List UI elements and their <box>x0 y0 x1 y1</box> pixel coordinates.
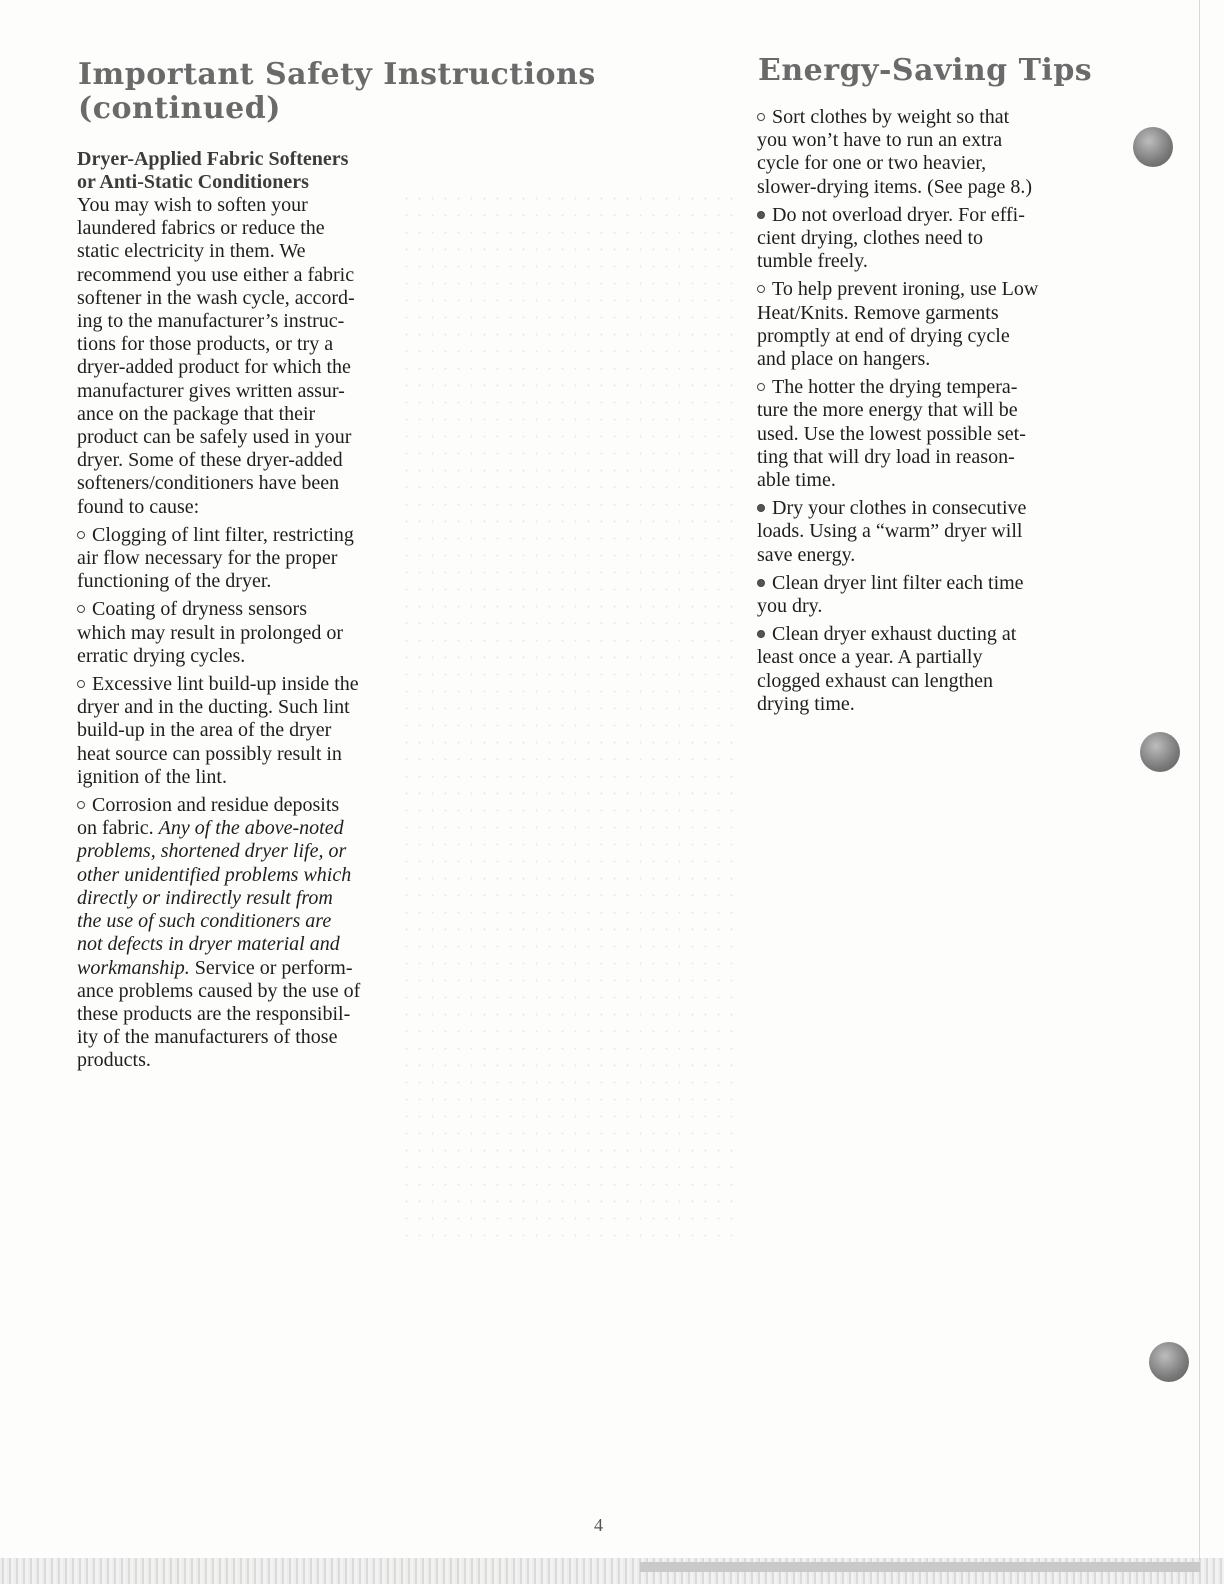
bullet-line: dryer and in the ducting. Such lint <box>77 696 350 719</box>
intro-line: found to cause: <box>77 495 200 518</box>
tip-line: drying time. <box>757 692 855 715</box>
safety-instructions-heading <box>78 58 598 126</box>
intro-line: softeners/conditioners have been <box>77 472 340 495</box>
tip-line: Sort clothes by weight so that <box>772 106 1010 128</box>
subheading-line-1: Dryer-Applied Fabric Softeners <box>77 148 349 170</box>
bullet-line: air flow necessary for the proper <box>77 547 338 570</box>
disclaimer-text: not defects in dryer material and <box>77 933 340 956</box>
tip-item <box>757 278 1077 371</box>
intro-line: laundered fabrics or reduce the <box>77 217 325 240</box>
bullet-line: Excessive lint build-up inside the <box>92 673 359 696</box>
tip-line: clogged exhaust can lengthen <box>757 669 994 692</box>
bullet-line: Corrosion and residue deposits <box>92 794 340 817</box>
bullet-line: functioning of the dryer. <box>77 570 272 593</box>
tip-line: Do not overload dryer. For effi- <box>772 203 1025 226</box>
subheading-line-2: or Anti-Static Conditioners <box>77 171 309 193</box>
tip-line: ting that will dry load in reason- <box>757 445 1015 468</box>
bullet-line: ignition of the lint. <box>77 765 227 788</box>
intro-line: You may wish to soften your <box>77 194 308 216</box>
intro-line: dryer. Some of these dryer-added <box>77 449 343 472</box>
bullet-line: on fabric. <box>77 817 154 840</box>
right-column <box>757 106 1077 716</box>
tip-line: cient drying, clothes need to <box>757 227 984 250</box>
bullet-item <box>77 524 397 594</box>
tip-line: Clean dryer exhaust ducting at <box>772 623 1017 646</box>
tip-line: slower-drying items. (See page 8.) <box>757 175 1033 198</box>
bullet-item <box>77 598 397 668</box>
bullet-item-disclaimer <box>77 794 397 1072</box>
disclaimer-text: the use of such conditioners are <box>77 910 332 933</box>
tip-line: cycle for one or two heavier, <box>757 152 987 175</box>
bullet-line: build-up in the area of the dryer <box>77 719 332 742</box>
page-number: 4 <box>594 1515 603 1535</box>
bullet-line: Coating of dryness sensors <box>92 598 307 621</box>
scan-bottom-edge <box>0 1558 1224 1584</box>
tip-item <box>757 376 1077 492</box>
intro-line: softener in the wash cycle, accord- <box>77 286 355 309</box>
bullet-line: Clogging of lint filter, restricting <box>92 523 354 546</box>
bullet-line: ance problems caused by the use of <box>77 979 361 1002</box>
energy-tips-heading: Energy-Saving Tips <box>758 53 1093 88</box>
tip-item <box>757 106 1077 199</box>
scan-edge <box>1199 0 1200 1560</box>
tip-line: ture the more energy that will be <box>757 399 1018 422</box>
bullet-icon <box>77 531 85 539</box>
bullet-icon <box>77 605 85 613</box>
punch-hole-icon <box>1133 127 1173 167</box>
tip-line: able time. <box>757 469 836 492</box>
heading-line-1: Important Safety Instructions <box>78 57 596 92</box>
tip-line: and place on hangers. <box>757 348 931 371</box>
tip-line: Clean dryer lint filter each time <box>772 571 1024 594</box>
disclaimer-text: workmanship. <box>77 956 190 979</box>
bullet-line: Service or perform- <box>194 956 353 979</box>
tip-line: least once a year. A partially <box>757 646 983 669</box>
tip-line: loads. Using a “warm” dryer will <box>757 520 1023 543</box>
bullet-line: these products are the responsibil- <box>77 1002 351 1025</box>
scan-speckle <box>400 190 740 1240</box>
tip-line: save energy. <box>757 543 856 566</box>
disclaimer-text: Any of the above-noted <box>158 817 344 840</box>
intro-paragraph <box>77 194 397 519</box>
punch-hole-icon <box>1140 732 1180 772</box>
bullet-icon <box>757 579 765 587</box>
bullet-line: erratic drying cycles. <box>77 644 246 667</box>
disclaimer-text: problems, shortened dryer life, or <box>77 840 347 863</box>
intro-line: recommend you use either a fabric <box>77 263 355 286</box>
bullet-line: heat source can possibly result in <box>77 742 342 765</box>
intro-line: ance on the package that their <box>77 402 316 425</box>
intro-line: dryer-added product for which the <box>77 356 351 379</box>
tip-line: Dry your clothes in consecutive <box>772 497 1027 520</box>
tip-item <box>757 497 1077 567</box>
intro-line: static electricity in them. We <box>77 240 306 263</box>
tip-line: To help prevent ironing, use Low <box>772 278 1039 301</box>
bullet-icon <box>757 211 765 219</box>
left-column <box>77 148 397 1073</box>
bullet-line: ity of the manufacturers of those <box>77 1026 338 1049</box>
bullet-item <box>77 673 397 789</box>
heading-line-2: (continued) <box>78 91 281 126</box>
tip-line: The hotter the drying tempera- <box>772 376 1018 399</box>
intro-line: tions for those products, or try a <box>77 333 334 356</box>
disclaimer-text: other unidentified problems which <box>77 863 352 886</box>
intro-line: manufacturer gives written assur- <box>77 379 345 402</box>
tip-item <box>757 204 1077 274</box>
tip-line: Heat/Knits. Remove garments <box>757 301 999 324</box>
bullet-line: which may result in prolonged or <box>77 621 344 644</box>
intro-line: ing to the manufacturer’s instruc- <box>77 310 345 333</box>
bullet-icon <box>77 801 85 809</box>
tip-line: tumble freely. <box>757 250 868 273</box>
tip-line: you dry. <box>757 595 823 618</box>
bullet-icon <box>77 680 85 688</box>
softeners-subheading <box>77 148 397 194</box>
tip-line: used. Use the lowest possible set- <box>757 422 1026 445</box>
bullet-line: products. <box>77 1049 151 1072</box>
tip-line: promptly at end of drying cycle <box>757 324 1010 347</box>
punch-hole-icon <box>1149 1342 1189 1382</box>
bullet-icon <box>757 504 765 512</box>
bullet-icon <box>757 113 765 121</box>
bullet-icon <box>757 630 765 638</box>
bullet-icon <box>757 383 765 391</box>
bullet-icon <box>757 285 765 293</box>
tip-item <box>757 623 1077 716</box>
tip-line: you won’t have to run an extra <box>757 129 1003 152</box>
intro-line: product can be safely used in your <box>77 426 352 449</box>
disclaimer-text: directly or indirectly result from <box>77 886 333 909</box>
tip-item <box>757 572 1077 618</box>
